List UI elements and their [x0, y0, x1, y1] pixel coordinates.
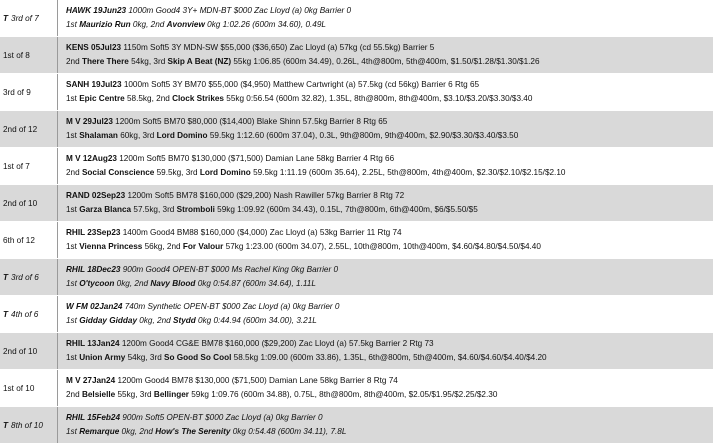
run-detail	[58, 74, 713, 110]
race-line	[66, 263, 713, 277]
other-position: 3rd	[142, 131, 155, 140]
run-detail	[58, 259, 713, 295]
track-date: SANH 19Jul23	[66, 80, 122, 89]
other-horse: Navy Blood	[150, 279, 196, 288]
run-stats: 57kg 1:23.00 (600m 34.07), 2.55L, 10th@800m, 10th@400m, $4.60/$4.80/$4.50/$4.40	[225, 242, 541, 251]
race-info: 1000m Soft5 3Y BM70 $55,000 ($4,950) Matthew Cartwright (a) 57.5kg (cd 56kg) Barrier 6 Rtg 65	[123, 80, 480, 89]
place-text: 2nd of 10	[3, 198, 38, 208]
result-line	[66, 18, 713, 32]
other-horse: Lord Domino	[156, 131, 208, 140]
result-line	[66, 92, 713, 106]
other-position: 1st	[66, 205, 77, 214]
race-info: 1000m Good4 3Y+ MDN-BT $000 Zac Lloyd (a) 0kg Barrier 0	[128, 6, 352, 15]
race-info: 1200m Soft5 BM70 $80,000 ($14,400) Blake Shinn 57.5kg Barrier 8 Rtg 65	[115, 117, 388, 126]
other-weight: 0kg,	[139, 316, 155, 325]
place-text: 3rd of 7	[11, 13, 39, 23]
run-stats: 0kg 0:54.48 (600m 34.11), 7.8L	[232, 427, 347, 436]
other-position: 3rd	[185, 168, 198, 177]
finish-position	[0, 370, 58, 406]
run-detail	[58, 296, 713, 332]
finish-position	[0, 148, 58, 184]
result-line	[66, 277, 713, 291]
trial-marker: T	[3, 13, 9, 23]
other-weight: 56kg,	[144, 242, 165, 251]
run-stats: 59kg 1:09.92 (600m 34.43), 0.15L, 7th@800m, 6th@400m, $6/$5.50/$5	[217, 205, 478, 214]
other-horse: Remarque	[79, 427, 120, 436]
place-text: 8th of 10	[11, 420, 43, 430]
track-date: RAND 02Sep23	[66, 191, 126, 200]
other-horse: O'tycoon	[79, 279, 115, 288]
race-line	[66, 78, 713, 92]
run-detail	[58, 148, 713, 184]
other-horse: So Good So Cool	[164, 353, 232, 362]
run-detail	[58, 222, 713, 258]
form-row	[0, 185, 713, 222]
finish-position	[0, 407, 58, 443]
other-weight: 54kg,	[127, 353, 148, 362]
place-text: 1st of 8	[3, 50, 30, 60]
other-position: 2nd	[166, 242, 181, 251]
run-stats: 59.5kg 1:12.60 (600m 37.04), 0.3L, 9th@800m, 9th@400m, $2.90/$3.30/$3.40/$3.50	[209, 131, 519, 140]
other-position: 1st	[66, 279, 77, 288]
other-horse: Shalaman	[79, 131, 118, 140]
other-position: 3rd	[149, 353, 162, 362]
track-date: KENS 05Jul23	[66, 43, 122, 52]
other-horse: Bellinger	[153, 390, 189, 399]
other-horse: Lord Domino	[199, 168, 251, 177]
form-row	[0, 37, 713, 74]
run-detail	[58, 370, 713, 406]
result-line	[66, 425, 713, 439]
other-weight: 57.5kg,	[133, 205, 161, 214]
other-horse: There There	[81, 57, 129, 66]
track-date: HAWK 19Jun23	[66, 6, 127, 15]
other-position: 2nd	[150, 20, 165, 29]
other-position: 2nd	[66, 168, 80, 177]
other-weight: 0kg,	[132, 20, 149, 29]
race-line	[66, 4, 713, 18]
other-horse: Belsielle	[81, 390, 116, 399]
run-detail	[58, 407, 713, 443]
race-info: 1200m Good4 CG&E BM78 $160,000 ($29,200) Zac Lloyd (a) 57.5kg Barrier 2 Rtg 73	[121, 339, 434, 348]
other-horse: Gidday Gidday	[79, 316, 137, 325]
run-stats: 0kg 1:02.26 (600m 34.60), 0.49L	[207, 20, 326, 29]
result-line	[66, 55, 713, 69]
form-row	[0, 0, 713, 37]
race-line	[66, 41, 713, 55]
trial-marker: T	[3, 309, 9, 319]
place-text: 3rd of 9	[3, 87, 31, 97]
other-position: 1st	[66, 131, 77, 140]
other-position: 1st	[66, 316, 77, 325]
other-weight: 58.5kg,	[127, 94, 154, 103]
place-text: 3rd of 6	[11, 272, 39, 282]
form-row	[0, 259, 713, 296]
run-detail	[58, 111, 713, 147]
finish-position	[0, 185, 58, 221]
race-info: 1200m Soft5 BM78 $160,000 ($29,200) Nash Rawiller 57kg Barrier 8 Rtg 72	[127, 191, 405, 200]
finish-position	[0, 259, 58, 295]
other-horse: Clock Strikes	[172, 94, 224, 103]
other-horse: Stromboli	[176, 205, 215, 214]
finish-position	[0, 74, 58, 110]
other-horse: Social Conscience	[81, 168, 155, 177]
form-row	[0, 111, 713, 148]
race-info: 1200m Soft5 BM70 $130,000 ($71,500) Damian Lane 58kg Barrier 4 Rtg 66	[119, 154, 395, 163]
other-weight: 0kg,	[121, 427, 138, 436]
run-stats: 58.5kg 1:09.00 (600m 33.86), 1.35L, 6th@800m, 5th@400m, $4.60/$4.60/$4.40/$4.20	[233, 353, 547, 362]
race-line	[66, 115, 713, 129]
result-line	[66, 129, 713, 143]
track-date: M V 27Jan24	[66, 376, 116, 385]
other-position: 1st	[66, 94, 77, 103]
other-horse: For Valour	[182, 242, 224, 251]
other-weight: 60kg,	[120, 131, 141, 140]
other-position: 2nd	[66, 390, 80, 399]
finish-position	[0, 37, 58, 73]
form-row	[0, 74, 713, 111]
race-info: 900m Good4 OPEN-BT $000 Ms Rachel King 0kg Barrier 0	[122, 265, 338, 274]
race-line	[66, 300, 713, 314]
trial-marker: T	[3, 420, 9, 430]
other-position: 3rd	[153, 57, 166, 66]
race-line	[66, 152, 713, 166]
other-horse: Union Army	[79, 353, 126, 362]
finish-position	[0, 222, 58, 258]
place-text: 4th of 6	[11, 309, 39, 319]
form-row	[0, 407, 713, 444]
other-position: 2nd	[157, 316, 171, 325]
track-date: RHIL 18Dec23	[66, 265, 121, 274]
race-info: 1200m Good4 BM78 $130,000 ($71,500) Damian Lane 58kg Barrier 8 Rtg 74	[117, 376, 398, 385]
place-text: 2nd of 10	[3, 346, 38, 356]
finish-position	[0, 111, 58, 147]
form-row	[0, 370, 713, 407]
form-row	[0, 148, 713, 185]
other-horse: Avonview	[166, 20, 205, 29]
other-position: 1st	[66, 427, 77, 436]
other-position: 1st	[66, 20, 77, 29]
run-detail	[58, 37, 713, 73]
race-info: 900m Soft5 OPEN-BT $000 Zac Lloyd (a) 0kg Barrier 0	[122, 413, 323, 422]
finish-position	[0, 333, 58, 369]
result-line	[66, 388, 713, 402]
track-date: RHIL 15Feb24	[66, 413, 120, 422]
other-position: 1st	[66, 353, 77, 362]
race-info: 1150m Soft5 3Y MDN-SW $55,000 ($36,650) Zac Lloyd (a) 57kg (cd 55.5kg) Barrier 5	[123, 43, 435, 52]
other-weight: 59.5kg,	[156, 168, 184, 177]
other-horse: Vienna Princess	[79, 242, 143, 251]
race-line	[66, 189, 713, 203]
other-position: 2nd	[156, 94, 170, 103]
run-detail	[58, 0, 713, 36]
place-text: 1st of 7	[3, 161, 30, 171]
finish-position	[0, 0, 58, 36]
run-stats: 0kg 0:44.94 (600m 34.00), 3.21L	[198, 316, 317, 325]
other-position: 2nd	[139, 427, 153, 436]
other-horse: Epic Centre	[79, 94, 125, 103]
other-horse: Skip A Beat (NZ)	[167, 57, 232, 66]
run-stats: 0kg 0:54.87 (600m 34.64), 1.11L	[197, 279, 316, 288]
other-position: 2nd	[134, 279, 149, 288]
track-date: M V 12Aug23	[66, 154, 117, 163]
form-row	[0, 333, 713, 370]
other-position: 2nd	[66, 57, 80, 66]
race-line	[66, 337, 713, 351]
track-date: RHIL 23Sep23	[66, 228, 121, 237]
race-line	[66, 411, 713, 425]
result-line	[66, 166, 713, 180]
finish-position	[0, 296, 58, 332]
result-line	[66, 314, 713, 328]
place-text: 6th of 12	[3, 235, 35, 245]
result-line	[66, 351, 713, 365]
result-line	[66, 203, 713, 217]
track-date: M V 29Jul23	[66, 117, 113, 126]
race-info: 1400m Good4 BM88 $160,000 ($4,000) Zac Lloyd (a) 53kg Barrier 11 Rtg 74	[122, 228, 402, 237]
place-text: 1st of 10	[3, 383, 35, 393]
result-line	[66, 240, 713, 254]
run-detail	[58, 333, 713, 369]
run-stats: 59.5kg 1:11.19 (600m 35.64), 2.25L, 5th@800m, 4th@400m, $2.30/$2.10/$2.15/$2.10	[253, 168, 566, 177]
other-position: 1st	[66, 242, 77, 251]
race-line	[66, 226, 713, 240]
race-line	[66, 374, 713, 388]
form-row	[0, 296, 713, 333]
other-horse: How's The Serenity	[155, 427, 231, 436]
track-date: W FM 02Jan24	[66, 302, 123, 311]
run-stats: 59kg 1:09.76 (600m 34.88), 0.75L, 8th@800m, 8th@400m, $2.05/$1.95/$2.25/$2.30	[191, 390, 498, 399]
other-weight: 0kg,	[116, 279, 133, 288]
other-weight: 54kg,	[131, 57, 152, 66]
track-date: RHIL 13Jan24	[66, 339, 120, 348]
run-stats: 55kg 1:06.85 (600m 34.49), 0.26L, 4th@800m, 5th@400m, $1.50/$1.28/$1.30/$1.26	[233, 57, 540, 66]
other-horse: Maurizio Run	[79, 20, 131, 29]
other-horse: Stydd	[173, 316, 196, 325]
other-position: 3rd	[162, 205, 175, 214]
run-detail	[58, 185, 713, 221]
other-weight: 55kg,	[117, 390, 138, 399]
run-stats: 55kg 0:56.54 (600m 32.82), 1.35L, 8th@800m, 8th@400m, $3.10/$3.20/$3.30/$3.40	[226, 94, 533, 103]
race-info: 740m Synthetic OPEN-BT $000 Zac Lloyd (a) 0kg Barrier 0	[124, 302, 340, 311]
trial-marker: T	[3, 272, 9, 282]
other-horse: Garza Blanca	[79, 205, 132, 214]
other-position: 3rd	[139, 390, 152, 399]
place-text: 2nd of 12	[3, 124, 38, 134]
form-row	[0, 222, 713, 259]
